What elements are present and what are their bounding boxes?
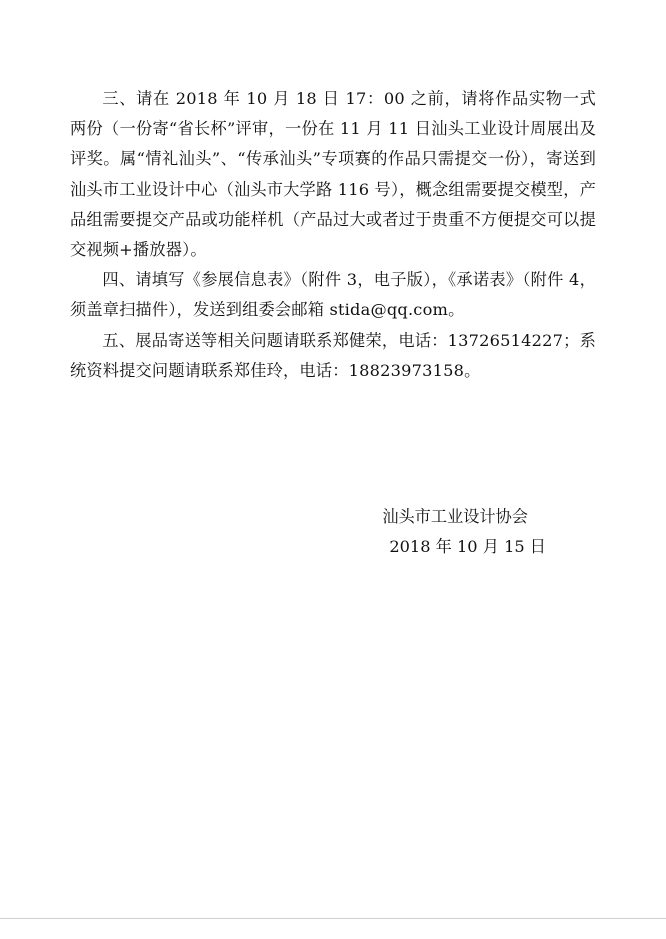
signature-block (382, 502, 546, 562)
document-body (70, 84, 596, 386)
paragraph-contacts: 五、展品寄送等相关问题请联系郑健荣，电话：13726514227；系统资料提交问题请联系郑佳玲，电话：18823973158。 (70, 330, 596, 380)
page-bottom-edge (0, 918, 666, 939)
signature-date: 2018 年 10 月 15 日 (389, 537, 546, 556)
paragraph-submission: 三、请在 2018 年 10 月 18 日 17：00 之前，请将作品实物一式两份（一份寄“省长杯”评审，一份在 11 月 11 日汕头工业设计周展出及评奖。属“情礼汕头”、“传承汕头”专项赛的作品只需提交一份），寄送到汕头市工业设计中心（汕头市大学路 116 号），概念组需要提交模型，产品组需要提交产品或功能样机（产品过大或者过于贵重不方便提交可以提交视频+播放器）。 (70, 89, 596, 260)
paragraph-forms: 四、请填写《参展信息表》（附件 3，电子版），《承诺表》（附件 4，须盖章扫描件），发送到组委会邮箱 stida@qq.com。 (70, 270, 596, 320)
signature-organization: 汕头市工业设计协会 (382, 507, 528, 526)
